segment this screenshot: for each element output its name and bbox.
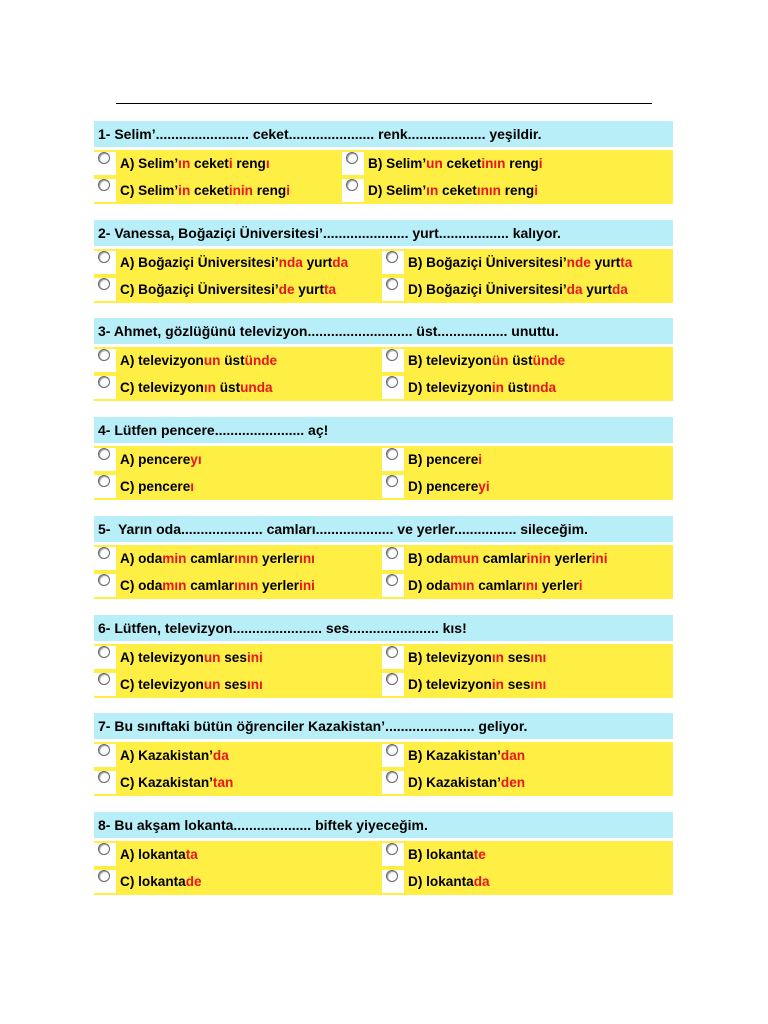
option-label [120, 572, 315, 599]
suffix-highlight: ın [178, 156, 191, 171]
option-text: C) Kazakistan’ [120, 775, 213, 790]
option-label [408, 446, 482, 473]
option-label [408, 347, 565, 374]
options [94, 742, 673, 796]
option-text: ceket [438, 183, 477, 198]
option-c[interactable] [120, 572, 315, 599]
question-text: 8- Bu akşam lokanta.................... biftek yiyeceğim. [94, 812, 673, 838]
radio-button[interactable] [98, 870, 110, 882]
option-label [408, 276, 628, 303]
option-d[interactable] [368, 177, 538, 204]
option-a[interactable] [120, 249, 348, 276]
suffix-highlight: i [534, 183, 538, 198]
suffix-highlight: ının [234, 578, 259, 593]
option-a[interactable] [120, 347, 277, 374]
option-text: A) televizyon [120, 353, 204, 368]
suffix-highlight: un [203, 650, 221, 665]
option-text: D) televizyon [408, 677, 492, 692]
radio-button[interactable] [98, 251, 110, 263]
option-label [368, 150, 543, 177]
option-text: D) Kazakistan’ [408, 775, 501, 790]
option-text: D) Boğaziçi Üniversitesi’ [408, 282, 567, 297]
option-label [120, 249, 348, 276]
option-text: camlar [186, 578, 235, 593]
options [94, 545, 673, 599]
question-text: 1- Selim’........................ ceket...................... renk.................... yeşildir. [94, 121, 673, 147]
option-label [368, 177, 538, 204]
option-text: reng [500, 183, 535, 198]
option-text: B) pencere [408, 452, 479, 467]
suffix-highlight: i [478, 452, 483, 467]
suffix-highlight: da [473, 874, 490, 889]
option-a[interactable] [120, 742, 229, 769]
radio-button[interactable] [98, 152, 110, 164]
option-text: yerler [258, 578, 300, 593]
suffix-highlight: ı [190, 479, 195, 494]
option-b[interactable] [408, 249, 632, 276]
radio-button[interactable] [346, 152, 358, 164]
suffix-highlight: min [162, 551, 187, 566]
radio-button[interactable] [98, 744, 110, 756]
option-text: A) Boğaziçi Üniversitesi’ [120, 255, 279, 270]
option-d[interactable] [408, 868, 490, 895]
option-text: C) Boğaziçi Üniversitesi’ [120, 282, 279, 297]
suffix-highlight: ın [426, 183, 439, 198]
option-label [120, 545, 315, 572]
suffix-highlight: i [578, 578, 583, 593]
question-text: 7- Bu sınıftaki bütün öğrenciler Kazakistan’....................... geliyor. [94, 713, 673, 739]
option-text: ses [220, 650, 247, 665]
suffix-highlight: tan [212, 775, 234, 790]
option-text: B) Kazakistan’ [408, 748, 501, 763]
radio-button[interactable] [98, 448, 110, 460]
radio-button[interactable] [386, 448, 398, 460]
suffix-highlight: ı [265, 156, 270, 171]
option-label [120, 150, 270, 177]
suffix-highlight: de [278, 282, 295, 297]
suffix-highlight: inin [228, 183, 253, 198]
option-label [408, 769, 525, 796]
option-c[interactable] [120, 671, 263, 698]
radio-button[interactable] [386, 475, 398, 487]
option-text: reng [252, 183, 287, 198]
option-text: D) televizyon [408, 380, 492, 395]
radio-button[interactable] [98, 843, 110, 855]
suffix-highlight: ini [591, 551, 608, 566]
suffix-highlight: da [212, 748, 229, 763]
option-label [408, 841, 486, 868]
radio-button[interactable] [98, 574, 110, 586]
options [94, 249, 673, 303]
suffix-highlight: ını [299, 551, 315, 566]
option-label [120, 868, 202, 895]
radio-button[interactable] [386, 574, 398, 586]
option-label [408, 644, 546, 671]
option-text: D) pencere [408, 479, 479, 494]
option-c[interactable] [120, 868, 202, 895]
radio-button[interactable] [98, 673, 110, 685]
option-text: A) pencere [120, 452, 191, 467]
options [94, 150, 673, 204]
radio-button[interactable] [98, 349, 110, 361]
option-label [120, 177, 290, 204]
suffix-highlight: ün [491, 353, 509, 368]
option-text: yurt [590, 255, 621, 270]
question-5 [94, 516, 673, 599]
suffix-highlight: ının [234, 551, 259, 566]
question-text: 2- Vanessa, Boğaziçi Üniversitesi’...................... yurt.................. kalıyor. [94, 220, 673, 246]
suffix-highlight: nde [566, 255, 591, 270]
question-1 [94, 121, 673, 204]
option-label [408, 742, 525, 769]
option-c[interactable] [120, 276, 336, 303]
options [94, 347, 673, 401]
suffix-highlight: ını [522, 578, 538, 593]
option-text: C) lokanta [120, 874, 186, 889]
option-text: B) televizyon [408, 650, 492, 665]
option-a[interactable] [120, 150, 270, 177]
option-text: A) oda [120, 551, 163, 566]
suffix-highlight: yi [478, 479, 490, 494]
suffix-highlight: ta [323, 282, 337, 297]
option-b[interactable] [408, 841, 486, 868]
suffix-highlight: mın [450, 578, 475, 593]
option-text: D) lokanta [408, 874, 474, 889]
suffix-highlight: ın [203, 380, 216, 395]
suffix-highlight: da [332, 255, 349, 270]
option-label [120, 742, 229, 769]
question-7 [94, 713, 673, 796]
option-text: B) Selim’ [368, 156, 427, 171]
option-b[interactable] [408, 347, 565, 374]
suffix-highlight: ta [185, 847, 198, 862]
radio-button[interactable] [386, 673, 398, 685]
radio-button[interactable] [98, 278, 110, 290]
option-text: B) Boğaziçi Üniversitesi’ [408, 255, 567, 270]
option-text: ceket [190, 183, 229, 198]
option-d[interactable] [408, 374, 556, 401]
option-text: üst [215, 380, 241, 395]
option-text: ceket [190, 156, 229, 171]
suffix-highlight: ünde [244, 353, 278, 368]
option-b[interactable] [368, 150, 543, 177]
option-text: D) Selim’ [368, 183, 427, 198]
option-a[interactable] [120, 841, 198, 868]
radio-button[interactable] [386, 843, 398, 855]
option-text: reng [505, 156, 539, 171]
suffix-highlight: unda [240, 380, 273, 395]
option-text: B) televizyon [408, 353, 492, 368]
radio-button[interactable] [98, 376, 110, 388]
suffix-highlight: ını [246, 677, 263, 692]
option-text: C) televizyon [120, 677, 204, 692]
option-text: A) Kazakistan’ [120, 748, 213, 763]
option-a[interactable] [120, 446, 202, 473]
top-rule [116, 103, 652, 104]
suffix-highlight: ın [491, 650, 504, 665]
options [94, 446, 673, 500]
option-text: ses [503, 677, 531, 692]
question-text: 3- Ahmet, gözlüğünü televizyon........................... üst.................. unuttu. [94, 318, 673, 344]
option-text: ses [503, 650, 531, 665]
suffix-highlight: da [566, 282, 583, 297]
radio-button[interactable] [346, 179, 358, 191]
suffix-highlight: ında [528, 380, 557, 395]
suffix-highlight: ının [476, 183, 501, 198]
option-label [120, 769, 233, 796]
option-text: yerler [258, 551, 300, 566]
radio-button[interactable] [98, 771, 110, 783]
option-a[interactable] [120, 644, 263, 671]
option-text: A) lokanta [120, 847, 186, 862]
suffix-highlight: un [203, 677, 221, 692]
option-text: yerler [550, 551, 592, 566]
suffix-highlight: i [286, 183, 290, 198]
option-a[interactable] [120, 545, 315, 572]
option-label [120, 276, 336, 303]
radio-button[interactable] [98, 547, 110, 559]
radio-button[interactable] [386, 349, 398, 361]
radio-button[interactable] [386, 744, 398, 756]
radio-button[interactable] [98, 179, 110, 191]
suffix-highlight: mın [162, 578, 187, 593]
option-label [408, 868, 490, 895]
suffix-highlight: i [228, 156, 233, 171]
option-text: B) lokanta [408, 847, 474, 862]
option-text: yurt [582, 282, 612, 297]
radio-button[interactable] [386, 646, 398, 658]
option-label [408, 545, 607, 572]
option-c[interactable] [120, 769, 233, 796]
option-b[interactable] [408, 644, 546, 671]
question-8 [94, 812, 673, 895]
suffix-highlight: in [491, 380, 504, 395]
suffix-highlight: ini [246, 650, 263, 665]
suffix-highlight: ünde [532, 353, 566, 368]
option-label [120, 374, 273, 401]
option-d[interactable] [408, 473, 490, 500]
radio-button[interactable] [386, 771, 398, 783]
question-4 [94, 417, 673, 500]
option-c[interactable] [120, 177, 290, 204]
option-label [120, 841, 198, 868]
option-b[interactable] [408, 742, 525, 769]
option-text: C) pencere [120, 479, 191, 494]
option-text: C) televizyon [120, 380, 204, 395]
option-d[interactable] [408, 769, 525, 796]
option-b[interactable] [408, 446, 482, 473]
option-text: camlar [474, 578, 523, 593]
option-label [408, 671, 546, 698]
option-label [120, 446, 202, 473]
suffix-highlight: ını [530, 650, 547, 665]
option-text: A) Selim’ [120, 156, 179, 171]
options [94, 644, 673, 698]
option-text: A) televizyon [120, 650, 204, 665]
radio-button[interactable] [386, 870, 398, 882]
suffix-highlight: nda [278, 255, 303, 270]
suffix-highlight: un [426, 156, 443, 171]
option-label [120, 644, 263, 671]
option-text: C) Selim’ [120, 183, 179, 198]
suffix-highlight: inin [526, 551, 551, 566]
radio-button[interactable] [386, 376, 398, 388]
option-text: üst [220, 353, 245, 368]
option-text: C) oda [120, 578, 163, 593]
question-3 [94, 318, 673, 401]
option-text: camlar [186, 551, 235, 566]
option-text: ses [220, 677, 247, 692]
option-label [408, 572, 583, 599]
suffix-highlight: in [491, 677, 504, 692]
suffix-highlight: te [473, 847, 486, 862]
radio-button[interactable] [386, 251, 398, 263]
option-d[interactable] [408, 671, 546, 698]
option-text: reng [232, 156, 266, 171]
option-text: yurt [302, 255, 333, 270]
option-text: yurt [294, 282, 324, 297]
suffix-highlight: inın [481, 156, 506, 171]
suffix-highlight: mun [450, 551, 479, 566]
option-text: üst [508, 353, 533, 368]
option-label [120, 473, 194, 500]
suffix-highlight: un [203, 353, 221, 368]
radio-button[interactable] [386, 278, 398, 290]
option-label [408, 249, 632, 276]
suffix-highlight: ını [530, 677, 547, 692]
question-2 [94, 220, 673, 303]
radio-button[interactable] [98, 475, 110, 487]
option-text: D) oda [408, 578, 451, 593]
suffix-highlight: ini [299, 578, 315, 593]
option-text: B) oda [408, 551, 451, 566]
suffix-highlight: den [500, 775, 526, 790]
suffix-highlight: da [611, 282, 628, 297]
options [94, 841, 673, 895]
option-c[interactable] [120, 473, 194, 500]
option-text: üst [503, 380, 529, 395]
option-label [120, 671, 263, 698]
option-text: yerler [537, 578, 579, 593]
option-d[interactable] [408, 572, 583, 599]
question-6 [94, 615, 673, 698]
question-text: 4- Lütfen pencere....................... aç! [94, 417, 673, 443]
suffix-highlight: ta [620, 255, 633, 270]
suffix-highlight: yı [190, 452, 202, 467]
suffix-highlight: dan [500, 748, 526, 763]
option-label [408, 374, 556, 401]
option-text: camlar [479, 551, 527, 566]
question-text: 6- Lütfen, televizyon....................... ses....................... kıs! [94, 615, 673, 641]
suffix-highlight: i [538, 156, 543, 171]
radio-button[interactable] [386, 547, 398, 559]
question-text: 5- Yarın oda..................... camları.................... ve yerler................ sileceğim. [94, 516, 673, 542]
option-b[interactable] [408, 545, 607, 572]
suffix-highlight: de [185, 874, 202, 889]
option-text: ceket [442, 156, 482, 171]
radio-button[interactable] [98, 646, 110, 658]
option-d[interactable] [408, 276, 628, 303]
option-label [408, 473, 490, 500]
option-label [120, 347, 277, 374]
suffix-highlight: in [178, 183, 191, 198]
option-c[interactable] [120, 374, 273, 401]
